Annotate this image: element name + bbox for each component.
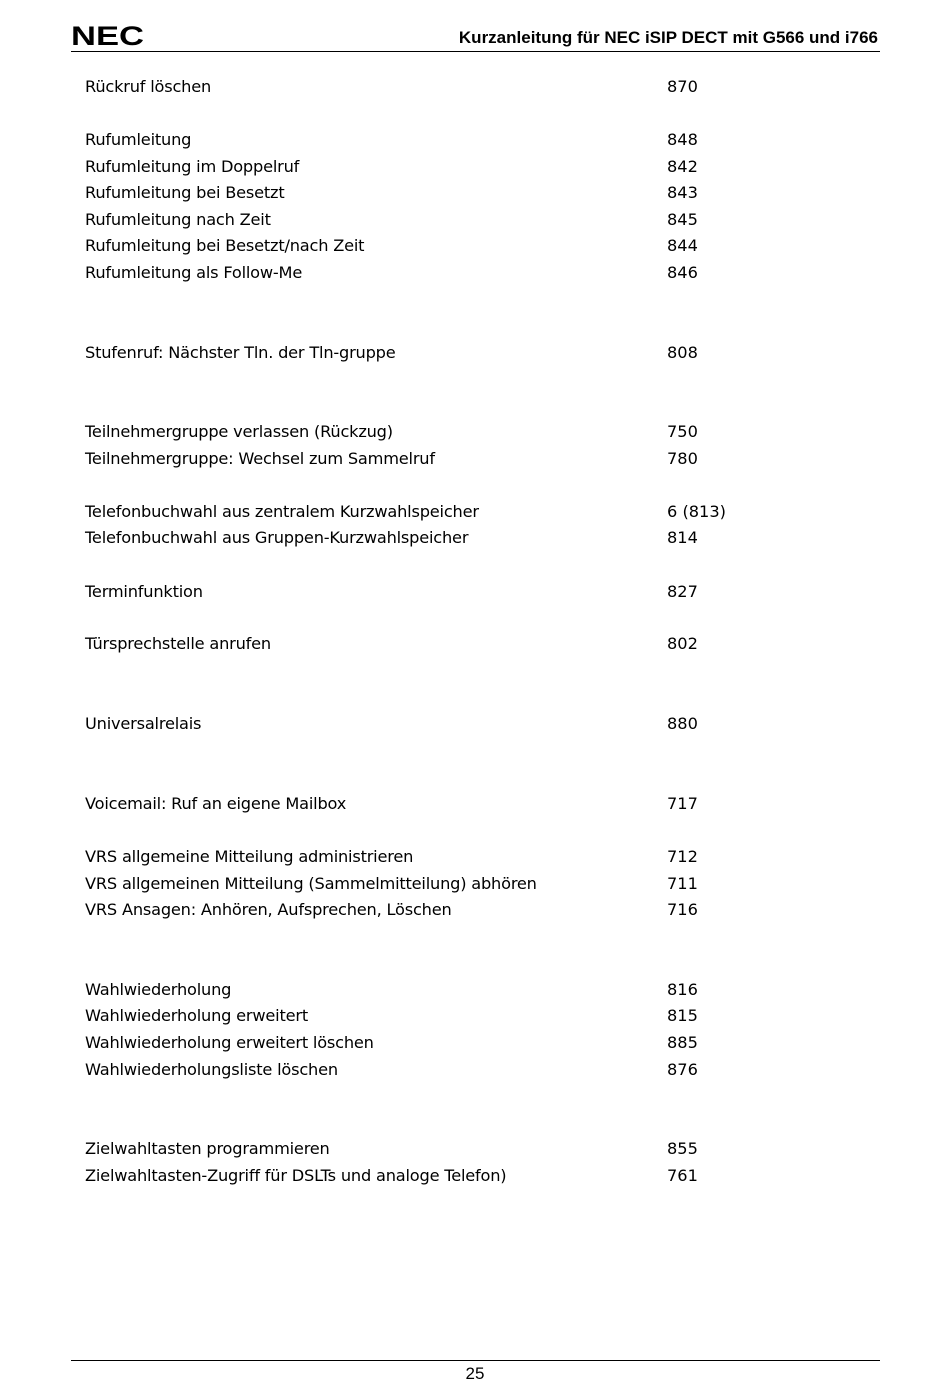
list-item: [85, 261, 785, 285]
list-item: [85, 75, 785, 99]
page-header: [71, 22, 880, 52]
feature-code: 712: [667, 847, 698, 866]
feature-label: Teilnehmergruppe verlassen (Rückzug): [85, 422, 393, 441]
feature-code: 843: [667, 183, 698, 202]
feature-code: 870: [667, 77, 698, 96]
feature-code: 717: [667, 794, 698, 813]
feature-label: Stufenruf: Nächster Tln. der Tln-gruppe: [85, 343, 396, 362]
feature-label: VRS allgemeine Mitteilung administrieren: [85, 847, 414, 866]
feature-code: 880: [667, 714, 698, 733]
list-item: [85, 208, 785, 232]
feature-code: 816: [667, 980, 698, 999]
footer-divider: [71, 1360, 880, 1361]
list-item: [85, 712, 785, 736]
nec-logo: [71, 22, 147, 48]
feature-label: Rufumleitung als Follow-Me: [85, 263, 303, 282]
feature-label: Wahlwiederholung erweitert: [85, 1006, 308, 1025]
feature-label: Türsprechstelle anrufen: [85, 634, 271, 653]
feature-label: Zielwahltasten programmieren: [85, 1139, 330, 1158]
list-item: [85, 1058, 785, 1082]
list-item: [85, 181, 785, 205]
list-item: [85, 872, 785, 896]
feature-label: Telefonbuchwahl aus zentralem Kurzwahlspeicher: [85, 502, 479, 521]
feature-code: 844: [667, 236, 698, 255]
list-item: [85, 526, 785, 550]
feature-code: 842: [667, 157, 698, 176]
list-item: [85, 898, 785, 922]
list-item: [85, 1004, 785, 1028]
feature-code: 845: [667, 210, 698, 229]
feature-code: 855: [667, 1139, 698, 1158]
list-item: [85, 155, 785, 179]
feature-code: 876: [667, 1060, 698, 1079]
feature-code: 848: [667, 130, 698, 149]
feature-label: Zielwahltasten-Zugriff für DSLTs und analoge Telefon): [85, 1166, 507, 1185]
feature-label: Universalrelais: [85, 714, 202, 733]
feature-label: Voicemail: Ruf an eigene Mailbox: [85, 794, 347, 813]
feature-label: Wahlwiederholung: [85, 980, 232, 999]
feature-label: Wahlwiederholungsliste löschen: [85, 1060, 338, 1079]
feature-code: 814: [667, 528, 698, 547]
list-item: [85, 500, 785, 524]
feature-code: 761: [667, 1166, 698, 1185]
feature-code: 827: [667, 582, 698, 601]
feature-label: Rückruf löschen: [85, 77, 212, 96]
list-item: [85, 978, 785, 1002]
list-item: [85, 632, 785, 656]
page-number: 25: [465, 1364, 485, 1383]
feature-label: Rufumleitung bei Besetzt: [85, 183, 285, 202]
feature-code: 6 (813): [667, 502, 726, 521]
feature-label: Teilnehmergruppe: Wechsel zum Sammelruf: [85, 449, 435, 468]
feature-label: Wahlwiederholung erweitert löschen: [85, 1033, 374, 1052]
svg-text:NEC: NEC: [71, 22, 144, 48]
list-item: [85, 447, 785, 471]
feature-label: Telefonbuchwahl aus Gruppen-Kurzwahlspeicher: [85, 528, 469, 547]
list-item: [85, 234, 785, 258]
feature-label: Rufumleitung bei Besetzt/nach Zeit: [85, 236, 365, 255]
list-item: [85, 128, 785, 152]
feature-code: 716: [667, 900, 698, 919]
document-title: Kurzanleitung für NEC iSIP DECT mit G566 und i766: [458, 28, 878, 47]
list-item: [85, 341, 785, 365]
feature-label: VRS Ansagen: Anhören, Aufsprechen, Löschen: [85, 900, 452, 919]
list-item: [85, 420, 785, 444]
feature-code: 802: [667, 634, 698, 653]
feature-code: 846: [667, 263, 698, 282]
feature-label: Rufumleitung nach Zeit: [85, 210, 271, 229]
feature-label: Terminfunktion: [85, 582, 203, 601]
list-item: [85, 845, 785, 869]
feature-code: 815: [667, 1006, 698, 1025]
feature-code: 711: [667, 874, 698, 893]
list-item: [85, 580, 785, 604]
feature-code: 808: [667, 343, 698, 362]
feature-label: Rufumleitung im Doppelruf: [85, 157, 300, 176]
list-item: [85, 792, 785, 816]
list-item: [85, 1164, 785, 1188]
feature-code: 885: [667, 1033, 698, 1052]
feature-code: 780: [667, 449, 698, 468]
list-item: [85, 1031, 785, 1055]
feature-label: VRS allgemeinen Mitteilung (Sammelmitteilung) abhören: [85, 874, 537, 893]
feature-label: Rufumleitung: [85, 130, 192, 149]
list-item: [85, 1137, 785, 1161]
feature-code: 750: [667, 422, 698, 441]
